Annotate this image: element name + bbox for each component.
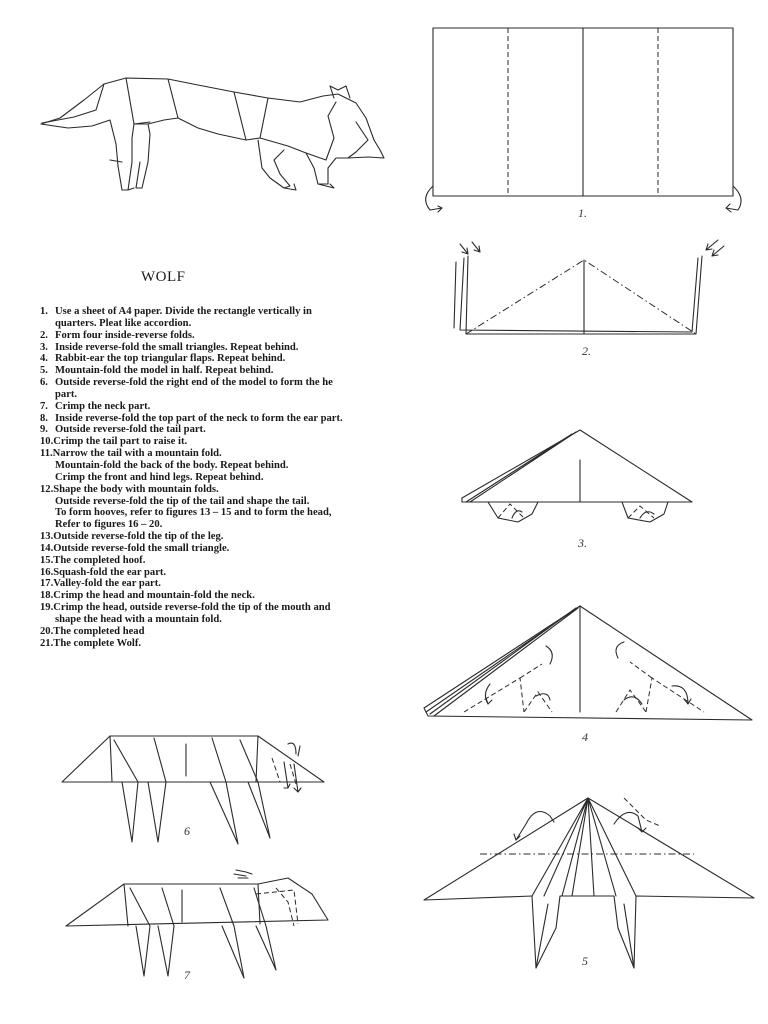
step-text: Valley-fold the ear part. bbox=[53, 578, 161, 590]
step-number: 12. bbox=[40, 483, 54, 495]
instruction-step bbox=[40, 567, 414, 579]
instruction-step bbox=[40, 614, 414, 626]
step-text: Squash-fold the ear part. bbox=[53, 566, 167, 578]
step-text: To form hooves, refer to figures 13 – 15 and to form the head, bbox=[55, 507, 332, 519]
step-number: 18. bbox=[40, 590, 54, 602]
figure-6-diagram bbox=[58, 730, 333, 850]
instruction-step bbox=[40, 519, 414, 531]
figure-2-diagram bbox=[452, 236, 732, 346]
instruction-step bbox=[40, 318, 414, 330]
figure-1-number: 1. bbox=[578, 206, 587, 220]
instruction-step bbox=[40, 531, 414, 543]
step-number: 2. bbox=[40, 329, 48, 341]
step-text: Outside reverse-fold the tail part. bbox=[55, 424, 206, 436]
instruction-step bbox=[40, 638, 414, 650]
instruction-step bbox=[40, 306, 414, 318]
instruction-step bbox=[40, 377, 414, 389]
step-text: part. bbox=[55, 388, 78, 400]
step-text: Crimp the tail part to raise it. bbox=[53, 436, 188, 448]
step-text: The complete Wolf. bbox=[53, 637, 142, 649]
step-text: Use a sheet of A4 paper. Divide the rectangle vertically in bbox=[55, 306, 312, 317]
instruction-step bbox=[40, 472, 414, 484]
step-text: Crimp the front and hind legs. Repeat behind. bbox=[55, 471, 264, 483]
step-number: 19. bbox=[40, 602, 54, 614]
instruction-step bbox=[40, 460, 414, 472]
instruction-step bbox=[40, 389, 414, 401]
step-number: 5. bbox=[40, 365, 48, 377]
step-number: 7. bbox=[40, 400, 48, 412]
step-text: Mountain-fold the model in half. Repeat behind. bbox=[55, 365, 274, 377]
figure-1-diagram bbox=[420, 26, 750, 216]
step-text: The completed hoof. bbox=[53, 554, 146, 566]
instruction-step bbox=[40, 436, 414, 448]
instruction-step bbox=[40, 484, 414, 496]
instruction-step bbox=[40, 413, 414, 425]
step-number: 3. bbox=[40, 341, 48, 353]
step-number: 11. bbox=[40, 448, 53, 460]
step-text: The completed head bbox=[53, 625, 145, 637]
instruction-step bbox=[40, 555, 414, 567]
step-text: Form four inside-reverse folds. bbox=[55, 329, 195, 341]
figure-6-number: 6 bbox=[184, 824, 190, 838]
figure-7-number: 7 bbox=[184, 968, 190, 982]
instruction-step bbox=[40, 365, 414, 377]
step-text: Shape the body with mountain folds. bbox=[53, 483, 219, 495]
step-text: Crimp the head, outside reverse-fold the tip of the mouth and bbox=[53, 602, 331, 614]
step-number: 21. bbox=[40, 637, 54, 649]
step-number: 15. bbox=[40, 554, 54, 566]
step-number: 10. bbox=[40, 436, 54, 448]
step-text: Inside reverse-fold the top part of the neck to form the ear part. bbox=[55, 412, 343, 424]
step-number: 8. bbox=[40, 412, 48, 424]
step-text: Mountain-fold the back of the body. Repeat behind. bbox=[55, 459, 289, 471]
step-text: Narrow the tail with a mountain fold. bbox=[52, 448, 222, 460]
step-number: 17. bbox=[40, 578, 54, 590]
wolf-illustration bbox=[38, 78, 388, 198]
instruction-step bbox=[40, 424, 414, 436]
page-title: WOLF bbox=[141, 269, 186, 285]
step-text: shape the head with a mountain fold. bbox=[55, 613, 222, 625]
instruction-step bbox=[40, 401, 414, 413]
figure-4-diagram bbox=[420, 600, 760, 725]
step-number: 16. bbox=[40, 566, 54, 578]
step-text: Rabbit-ear the top triangular flaps. Repeat behind. bbox=[55, 353, 286, 365]
instruction-step bbox=[40, 602, 414, 614]
instruction-step bbox=[40, 330, 414, 342]
step-number: 14. bbox=[40, 542, 54, 554]
step-text: Refer to figures 16 – 20. bbox=[55, 519, 163, 531]
step-text: Inside reverse-fold the small triangles. Repeat behind. bbox=[55, 341, 299, 353]
instruction-step bbox=[40, 543, 414, 555]
instruction-step bbox=[40, 626, 414, 638]
figure-4-number: 4 bbox=[582, 730, 588, 744]
figure-7-diagram bbox=[62, 866, 352, 991]
step-text: Outside reverse-fold the right end of the model to form the he bbox=[55, 377, 333, 389]
step-number: 9. bbox=[40, 424, 48, 436]
instruction-step bbox=[40, 590, 414, 602]
instruction-step bbox=[40, 507, 414, 519]
instruction-step bbox=[40, 353, 414, 365]
step-text: Outside reverse-fold the tip of the tail and shape the tail. bbox=[55, 495, 310, 507]
step-number: 6. bbox=[40, 377, 48, 389]
step-number: 4. bbox=[40, 353, 48, 365]
figure-3-diagram bbox=[458, 426, 698, 531]
instruction-step bbox=[40, 578, 414, 590]
figure-5-number: 5 bbox=[582, 954, 588, 968]
step-text: quarters. Pleat like accordion. bbox=[55, 317, 192, 329]
figure-3-number: 3. bbox=[578, 536, 587, 550]
step-number: 13. bbox=[40, 531, 54, 543]
instruction-step bbox=[40, 448, 414, 460]
figure-5-diagram bbox=[420, 796, 760, 986]
step-text: Outside reverse-fold the small triangle. bbox=[53, 542, 230, 554]
instruction-step bbox=[40, 342, 414, 354]
step-text: Crimp the head and mountain-fold the neck. bbox=[53, 590, 255, 602]
instruction-step bbox=[40, 496, 414, 508]
figure-2-number: 2. bbox=[582, 344, 591, 358]
step-number: 20. bbox=[40, 625, 54, 637]
step-number: 1. bbox=[40, 306, 48, 317]
step-text: Crimp the neck part. bbox=[55, 400, 151, 412]
instruction-list bbox=[40, 306, 414, 649]
step-text: Outside reverse-fold the tip of the leg. bbox=[53, 531, 224, 543]
